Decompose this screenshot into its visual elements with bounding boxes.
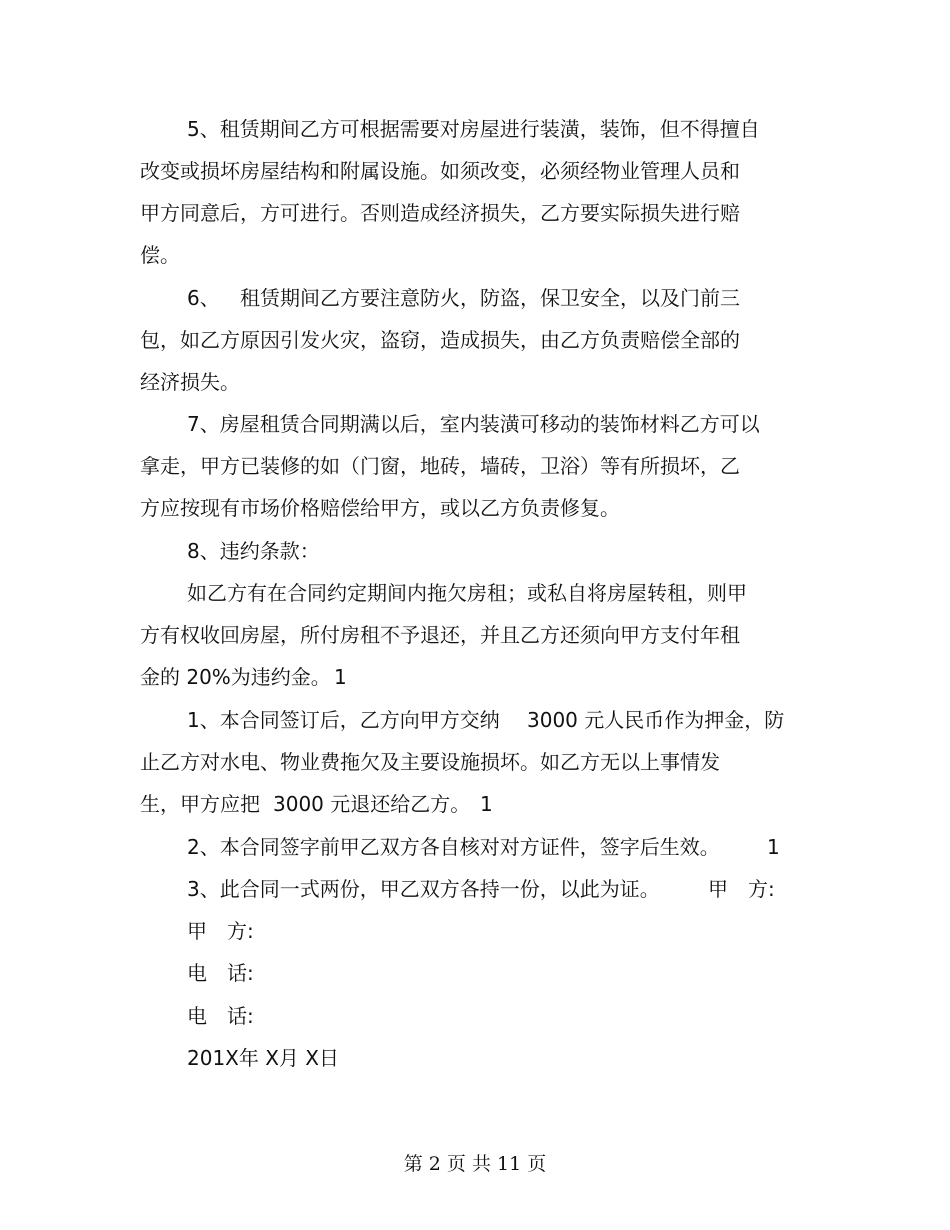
breach-note-marker: 1 (334, 665, 347, 689)
clause-7-line-3: 方应按现有市场价格赔偿给甲方，或以乙方负责修复。 (140, 496, 620, 520)
breach-line-1: 如乙方有在合同约定期间内拖欠房租；或私自将房屋转租，则甲 (187, 581, 747, 605)
clause-5-line-2: 改变或损坏房屋结构和附属设施。如须改变，必须经物业管理人员和 (140, 159, 740, 183)
term-3-line: 3、此合同一式两份，甲乙双方各持一份，以此为证。 (187, 877, 660, 901)
clause-5-line-1: 5、租赁期间乙方可根据需要对房屋进行装潢，装饰，但不得擅自 (187, 117, 760, 141)
clause-5-line-3: 甲方同意后，方可进行。否则造成经济损失，乙方要实际损失进行赔 (140, 201, 740, 225)
signing-date: 201X年 X月 X日 (187, 1046, 339, 1070)
party-a-label: 甲 方: (187, 919, 254, 943)
clause-8-heading: 8、违约条款： (187, 539, 320, 563)
clause-7-line-2: 拿走，甲方已装修的如（门窗，地砖，墙砖，卫浴）等有所损坏，乙 (140, 454, 740, 478)
term-2-note-marker: 1 (767, 835, 780, 859)
party-a-label-inline: 甲 方: (708, 877, 775, 901)
breach-line-3: 金的 20%为违约金。 (140, 665, 331, 689)
breach-line-2: 方有权收回房屋，所付房租不予退还，并且乙方还须向甲方支付年租 (140, 623, 740, 647)
term-1-line-2: 止乙方对水电、物业费拖欠及主要设施损坏。如乙方无以上事情发 (140, 750, 720, 774)
page-number-footer: 第 2 页 共 11 页 (403, 1153, 547, 1175)
term-1-line-3b: 3000 元退还给乙方。 (273, 792, 471, 816)
term-2-line: 2、本合同签字前甲乙双方各自核对对方证件，签字后生效。 (187, 835, 720, 859)
phone-label-1: 电 话: (187, 961, 254, 985)
term-1-line-1a: 1、本合同签订后，乙方向甲方交纳 (187, 708, 500, 732)
term-1-line-1b: 3000 元人民币作为押金，防 (527, 708, 785, 732)
term-1-line-3a: 生，甲方应把 (140, 792, 260, 816)
clause-7-line-1: 7、房屋租赁合同期满以后，室内装潢可移动的装饰材料乙方可以 (187, 412, 760, 436)
phone-label-2: 电 话: (187, 1004, 254, 1028)
clause-6-line-2: 包，如乙方原因引发火灾，盗窃，造成损失，由乙方负责赔偿全部的 (140, 328, 740, 352)
term-1-note-marker: 1 (480, 792, 493, 816)
clause-6-line-3: 经济损失。 (140, 370, 240, 394)
clause-6-number: 6、 (187, 286, 220, 310)
clause-6-line-1: 租赁期间乙方要注意防火，防盗，保卫安全，以及门前三 (240, 286, 740, 310)
clause-5-line-4: 偿。 (140, 243, 180, 267)
